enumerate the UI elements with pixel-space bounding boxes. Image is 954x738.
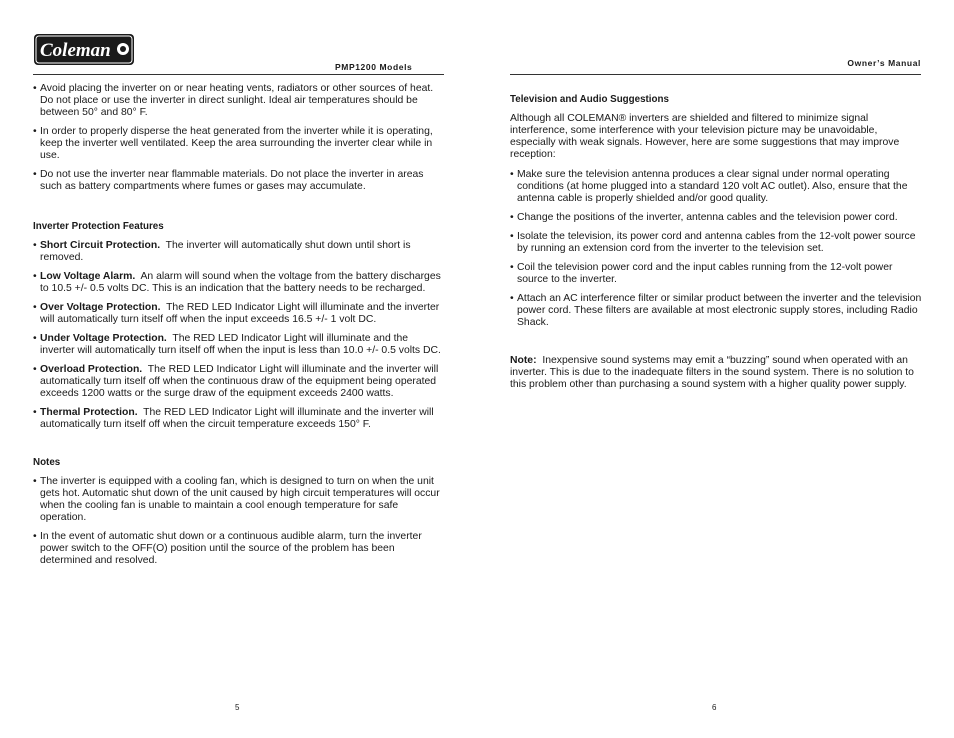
left-page-column <box>33 83 445 574</box>
suggestion-item: • Coil the television power cord and the input cables running from the 12-volt power source to the inverter. <box>510 262 893 285</box>
suggestion-text: Attach an AC interference filter or similar product between the inverter and the television power cord. These filters are available at most electronic supply stores, including Radio Shack. <box>517 293 922 328</box>
list-item: • Do not use the inverter near flammable materials. Do not place the inverter in areas such as battery compartments where fumes or gases may accumulate. <box>33 169 424 192</box>
protection-heading: Inverter Protection Features <box>33 221 164 232</box>
suggestion-text: Change the positions of the inverter, antenna cables and the television power cord. <box>517 212 898 223</box>
coleman-logo <box>33 33 135 66</box>
protection-item-text: The RED LED Indicator Light will illuminate and the inverter will automatically turn itself off when the input exceeds 16.5 +/- 1 volt DC. <box>40 302 440 325</box>
protection-item: • Overload Protection. The RED LED Indicator Light will illuminate and the inverter will automatically turn itself off when the continuous draw of the equipment being operated exceeds 1200 watts or the surge draw of the equipment exceeds 2400 watts. <box>33 364 439 399</box>
protection-item-label: Thermal Protection. <box>40 407 138 418</box>
note-item: • In the event of automatic shut down or a continuous audible alarm, turn the inverter power switch to the OFF(O) position until the source of the problem has been determined and resolved. <box>33 531 422 566</box>
note-paragraph <box>510 355 922 391</box>
notes-heading: Notes <box>33 457 61 468</box>
protection-item-label: Low Voltage Alarm. <box>40 271 136 282</box>
protection-item: • Under Voltage Protection. The RED LED Indicator Light will illuminate and the inverter will automatically turn itself off when the input is less than 10.0 +/- 0.5 volts DC. <box>33 333 441 356</box>
list-item-text: Do not use the inverter near flammable materials. Do not place the inverter in areas such as battery compartments where fumes or gases may accumulate. <box>40 169 424 192</box>
protection-item-label: Overload Protection. <box>40 364 143 375</box>
suggestion-item: • Isolate the television, its power cord and antenna cables from the 12-volt power source by running an extension cord from the inverter to the television set. <box>510 231 916 254</box>
protection-item-text: The RED LED Indicator Light will illuminate and the inverter will automatically turn itself off when the circuit temperature exceeds 150° F. <box>40 407 434 430</box>
list-item-text: In order to properly disperse the heat generated from the inverter while it is operating, keep the inverter well ventilated. Keep the area surrounding the inverter clear while in use. <box>40 126 433 161</box>
note-item: • The inverter is equipped with a cooling fan, which is designed to turn on when the unit gets hot. Automatic shut down of the unit caused by high circuit temperatures will occur when the cooling fan is unable to maintain a cool enough temperature for safe operation. <box>33 476 440 523</box>
tv-audio-heading: Television and Audio Suggestions <box>510 94 669 105</box>
protection-item: • Low Voltage Alarm. An alarm will sound when the voltage from the battery discharges to 10.5 +/- 0.5 volts DC. This is an indication that the battery needs to be recharged. <box>33 271 441 294</box>
protection-item: • Over Voltage Protection. The RED LED Indicator Light will illuminate and the inverter will automatically turn itself off when the input exceeds 16.5 +/- 1 volt DC. <box>33 302 440 325</box>
manual-title: Owner’s Manual <box>847 58 921 68</box>
note-item-text: In the event of automatic shut down or a continuous audible alarm, turn the inverter power switch to the OFF(O) position until the source of the problem has been determined and resolved. <box>40 531 422 566</box>
page-number-left: 5 <box>235 703 240 712</box>
protection-item-label: Over Voltage Protection. <box>40 302 161 313</box>
list-item-text: Avoid placing the inverter on or near heating vents, radiators or other sources of heat. Do not place or use the inverter in direct sunlight. Ideal air temperatures should be between 50° and 80° F. <box>40 83 434 118</box>
intro-paragraph: Although all COLEMAN® inverters are shielded and filtered to minimize signal interference, some interference with your television picture may be unavoidable, especially with weak signals. However, here are some suggestions that may improve reception: <box>510 113 900 160</box>
protection-item: • Short Circuit Protection. The inverter will automatically shut down until short is removed. <box>33 240 411 263</box>
note-item-text: The inverter is equipped with a cooling fan, which is designed to turn on when the unit gets hot. Automatic shut down of the unit caused by high circuit temperatures will occur when the cooling fan is unable to maintain a cool enough temperature for safe operation. <box>40 476 440 523</box>
svg-text:Coleman: Coleman <box>40 40 111 61</box>
protection-item-label: Short Circuit Protection. <box>40 240 161 251</box>
suggestion-text: Isolate the television, its power cord and antenna cables from the 12-volt power source by running an extension cord from the inverter to the television set. <box>517 231 916 254</box>
note-label: Note: <box>510 355 537 366</box>
list-item: • In order to properly disperse the heat generated from the inverter while it is operating, keep the inverter well ventilated. Keep the area surrounding the inverter clear while in use. <box>33 126 433 161</box>
protection-item-label: Under Voltage Protection. <box>40 333 167 344</box>
left-header-rule <box>33 74 444 75</box>
suggestion-text: Coil the television power cord and the input cables running from the 12-volt power source to the inverter. <box>517 262 893 285</box>
note-text: Inexpensive sound systems may emit a “buzzing” sound when operated with an inverter. This is due to the inadequate filters in the sound system. There is no solution to this problem other than purchasing a sound system with a higher quality power supply. <box>510 355 914 390</box>
suggestion-item: • Change the positions of the inverter, antenna cables and the television power cord. <box>510 212 898 223</box>
protection-item-text: The RED LED Indicator Light will illuminate and the inverter will automatically turn itself off when the input is less than 10.0 +/- 0.5 volts DC. <box>40 333 441 356</box>
protection-item: • Thermal Protection. The RED LED Indicator Light will illuminate and the inverter will automatically turn itself off when the circuit temperature exceeds 150° F. <box>33 407 434 430</box>
list-item: • Avoid placing the inverter on or near heating vents, radiators or other sources of heat. Do not place or use the inverter in direct sunlight. Ideal air temperatures should be between 50° and 80° F. <box>33 83 434 118</box>
suggestion-item: • Make sure the television antenna produces a clear signal under normal operating conditions (at home plugged into a standard 120 volt AC outlet). Also, ensure that the antenna cable is properly shielded and/or good quality. <box>510 169 908 204</box>
right-header-rule <box>510 74 921 75</box>
model-line: PMP1200 Models <box>335 62 413 72</box>
page-number-right: 6 <box>712 703 717 712</box>
suggestion-item: • Attach an AC interference filter or similar product between the inverter and the television power cord. These filters are available at most electronic supply stores, including Radio Shack. <box>510 293 922 328</box>
protection-item-text: The RED LED Indicator Light will illuminate and the inverter will automatically turn itself off when the continuous draw of the equipment being operated exceeds 1200 watts or the surge draw of the equipment exceeds 2400 watts. <box>40 364 439 399</box>
protection-item-text: An alarm will sound when the voltage from the battery discharges to 10.5 +/- 0.5 volts DC. This is an indication that the battery needs to be recharged. <box>40 271 441 294</box>
right-page-column <box>510 94 922 399</box>
protection-item-text: The inverter will automatically shut down until short is removed. <box>40 240 411 263</box>
suggestion-text: Make sure the television antenna produces a clear signal under normal operating conditions (at home plugged into a standard 120 volt AC outlet). Also, ensure that the antenna cable is properly shielded and/or good quality. <box>517 169 908 204</box>
